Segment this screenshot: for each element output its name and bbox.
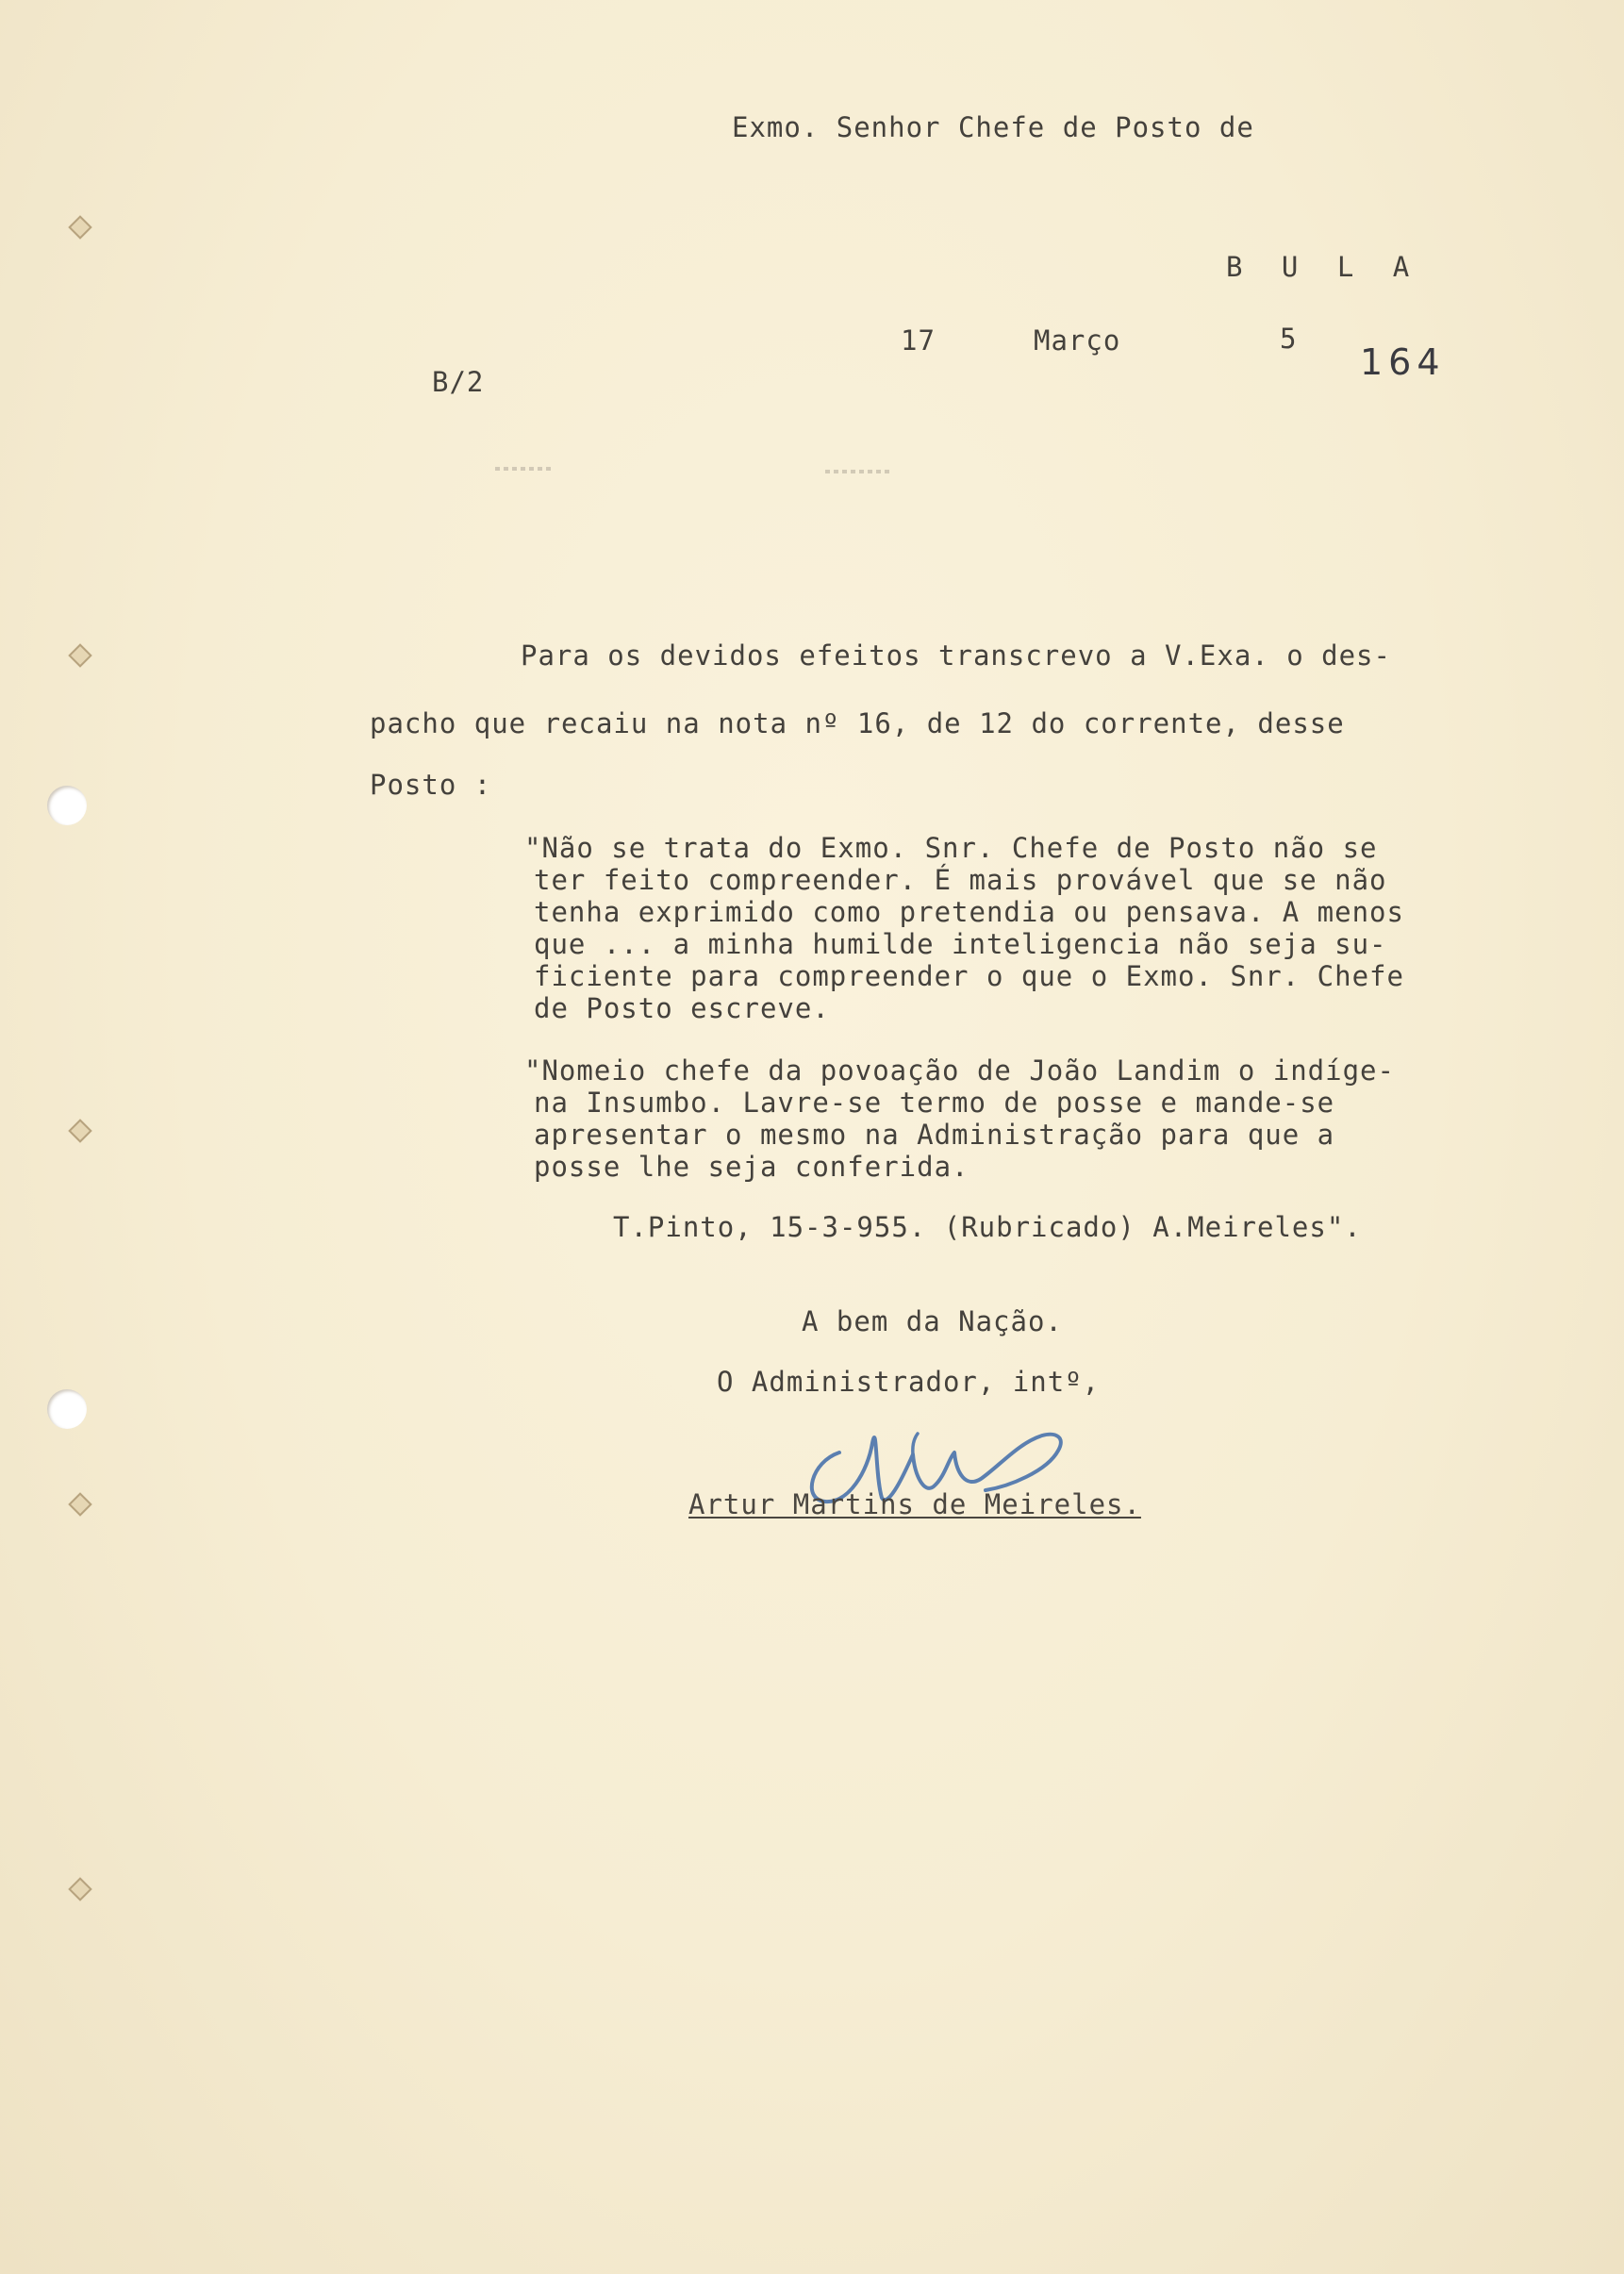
quote-line: "Nomeio chefe da povoação de João Landim o indíge- [524,1054,1395,1087]
body-line: pacho que recaiu na nota nº 16, de 12 do corrente, desse [370,707,1345,739]
quote-line: apresentar o mesmo na Administração para que a [534,1119,1335,1151]
body-line: Para os devidos efeitos transcrevo a V.Exa. o des- [521,639,1391,672]
binder-hole-top [47,786,87,825]
handwritten-number: 164 [1360,341,1446,383]
punch-mark [68,1119,91,1142]
quote-line: ter feito compreender. É mais provável que se não [534,864,1387,896]
date-day: 17 [901,324,936,357]
erased-mark [495,467,552,471]
destination: B U L A [1226,251,1421,283]
signatory-name: Artur Martins de Meireles. [688,1488,1141,1520]
erased-mark [825,470,891,473]
quote-line: ficiente para compreender o que o Exmo. Snr. Chefe [534,960,1404,992]
addressee-line: Exmo. Senhor Chefe de Posto de [732,111,1254,143]
quote-signoff: T.Pinto, 15-3-955. (Rubricado) A.Meireles". [613,1211,1362,1243]
punch-mark [68,1877,91,1901]
quote-line: tenha exprimido como pretendia ou pensava. A menos [534,896,1404,928]
quote-line: que ... a minha humilde inteligencia não seja su- [534,928,1387,960]
closing-salutation: A bem da Nação. [802,1305,1063,1337]
date-month: Março [1034,324,1121,357]
punch-mark [68,1492,91,1516]
quote-line: de Posto escreve. [534,992,830,1024]
binder-hole-bottom [47,1389,87,1429]
quote-line: posse lhe seja conferida. [534,1151,969,1183]
body-line: Posto : [370,769,492,801]
reference-code: B/2 [432,366,485,398]
quote-line: na Insumbo. Lavre-se termo de posse e mande-se [534,1087,1335,1119]
punch-mark [68,643,91,667]
quote-line: "Não se trata do Exmo. Snr. Chefe de Posto não se [524,832,1378,864]
signatory-title: O Administrador, intº, [717,1366,1101,1398]
date-year: 5 [1280,323,1298,355]
punch-mark [68,215,91,239]
